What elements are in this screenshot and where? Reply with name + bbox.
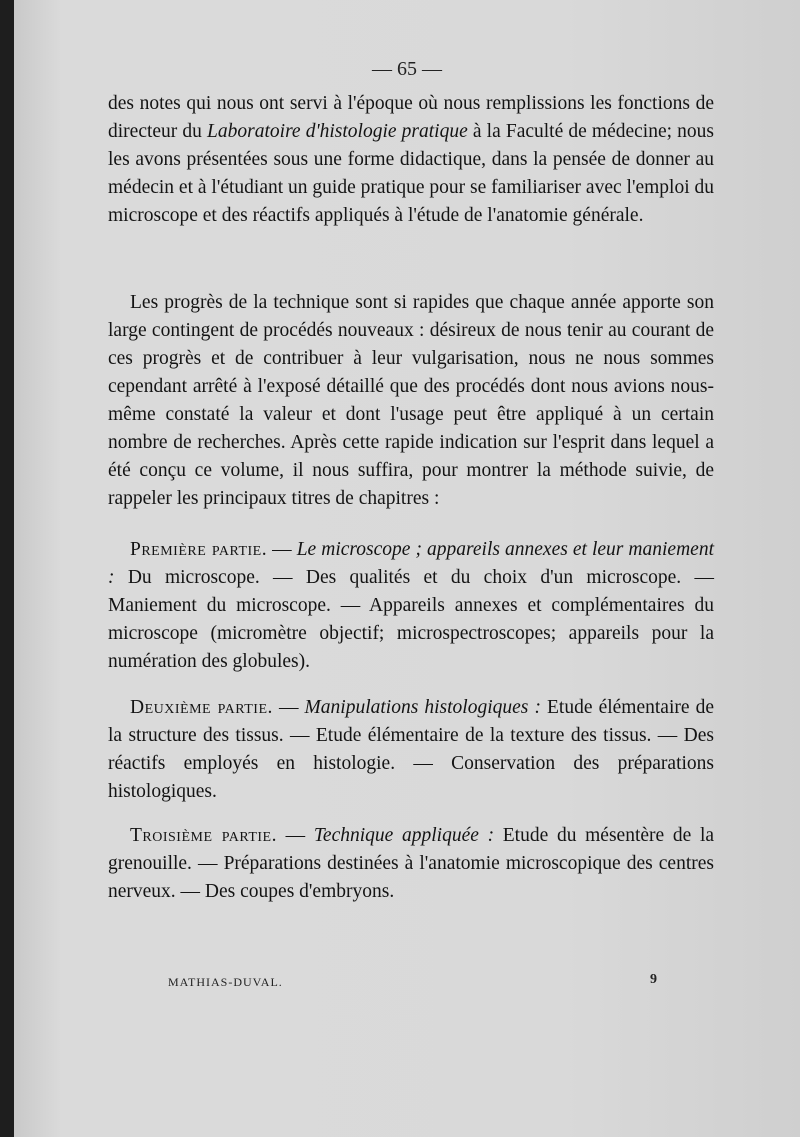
part-contents: Etude du mésentère de la grenouille. — Préparations destinées à l'anatomie microscopique des centres nerveux. — Des coupes d'embryons. <box>108 825 715 902</box>
book-page <box>14 0 800 1137</box>
dash: — <box>276 825 314 846</box>
footer-signature-mark: 9 <box>650 972 657 987</box>
part-label: Deuxième partie. <box>130 697 273 718</box>
part-label: Troisième partie. <box>130 825 277 846</box>
part-title: Technique appliquée : <box>313 825 495 846</box>
part-label: Première partie. <box>130 539 268 560</box>
paragraph-part-one <box>108 536 714 676</box>
paragraph-part-three <box>108 822 714 906</box>
dash: — <box>272 697 305 718</box>
paragraph-intro-continuation <box>108 90 714 230</box>
part-title: Manipulations histologiques : <box>304 697 541 718</box>
part-contents: Etude élémentaire de la structure des tissus. — Etude élémentaire de la texture des tissus. — Des réactifs employés en histologie. — Conservation des préparations histologiques. <box>108 697 714 802</box>
footer-author: MATHIAS-DUVAL. <box>168 975 283 989</box>
part-contents: Du microscope. — Des qualités et du choix d'un microscope. — Maniement du microscope. — Appareils annexes et complémentaires du microscope (micromètre objectif; microspectroscopes; appareils pour la numération des globules). <box>108 567 714 672</box>
paragraph-text: des notes qui nous ont servi à l'époque où nous remplissions les fonctions de directeur du <box>108 93 714 142</box>
dash: — <box>267 539 297 560</box>
part-title: Le microscope ; appareils annexes et leur maniement : <box>108 539 714 588</box>
page-number: — 65 — <box>372 58 442 80</box>
paragraph-part-two <box>108 694 714 806</box>
paragraph-progress: Les progrès de la technique sont si rapides que chaque année apporte son large contingent de procédés nouveaux : désireux de nous tenir au courant de ces progrès et de contribuer à leur vulgarisation, nous ne nous sommes cependant arrêté à l'exposé détaillé que des procédés dont nous avions nous-même constaté la valeur et dont l'usage peut être appliqué à un certain nombre de recherches. Après cette rapide indication sur l'esprit dans lequel a été conçu ce volume, il nous suffira, pour montrer la méthode suivie, de rappeler les principaux titres de chapitres : <box>108 292 714 509</box>
paragraph-text: à la Faculté de médecine; nous les avons présentées sous une forme didactique, dans la pensée de donner au médecin et à l'étudiant un guide pratique pour se familiariser avec l'emploi du microscope et des réactifs appliqués à l'étude de l'anatomie générale. <box>108 121 714 226</box>
italic-lab-name: Laboratoire d'histologie pratique <box>207 121 468 142</box>
